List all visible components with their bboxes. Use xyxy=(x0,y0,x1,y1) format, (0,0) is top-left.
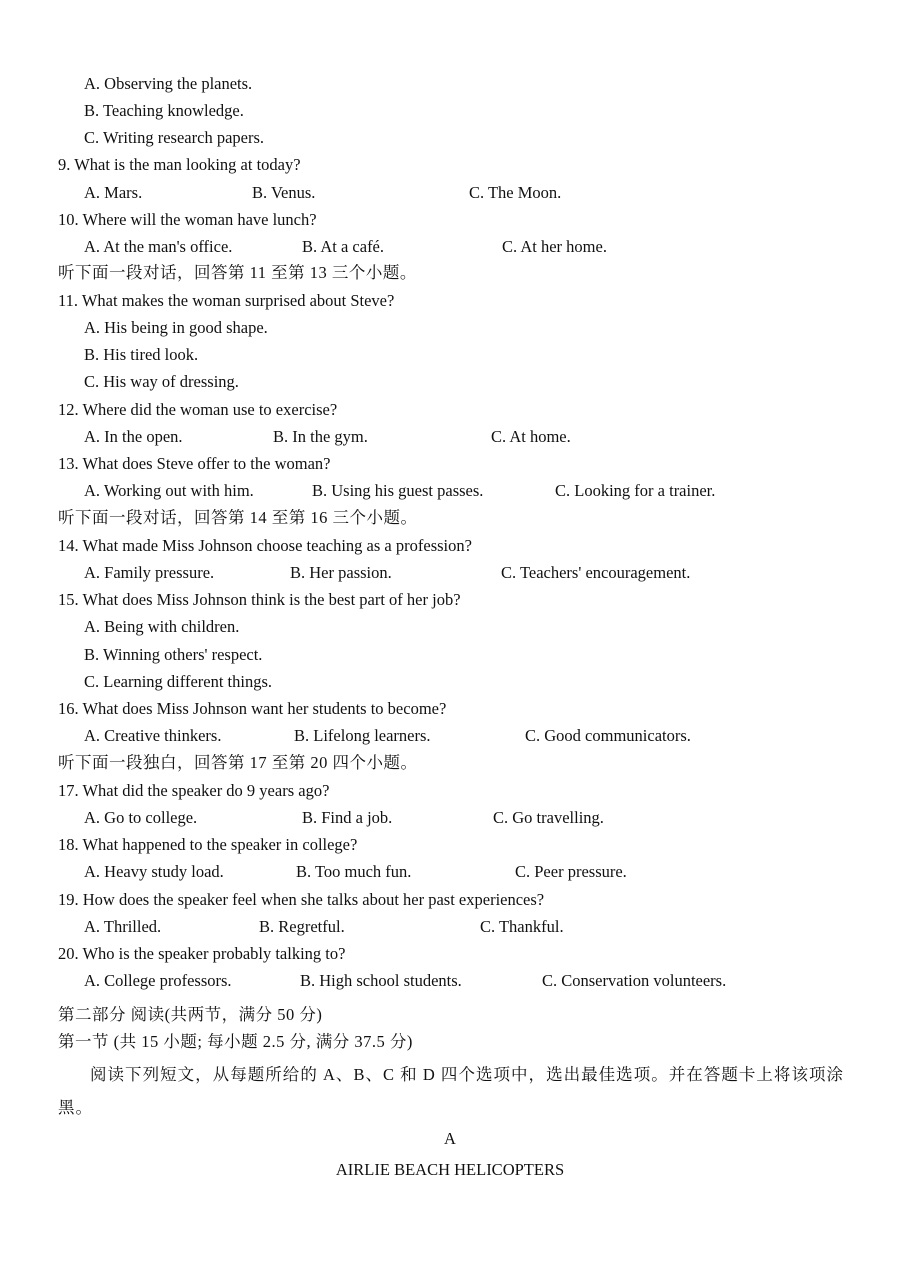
q13-option-a: A. Working out with him. xyxy=(84,481,254,500)
instruction-11-13: 听下面一段对话，回答第 11 至第 13 三个小题。 xyxy=(58,263,417,282)
q13-option-c: C. Looking for a trainer. xyxy=(555,481,716,500)
q9-question: 9. What is the man looking at today? xyxy=(58,155,301,174)
q19-question: 19. How does the speaker feel when she talks about her past experiences? xyxy=(58,890,545,909)
passage-title: AIRLIE BEACH HELICOPTERS xyxy=(335,1160,565,1179)
q10-option-a: A. At the man's office. xyxy=(84,237,233,256)
q11-option-b: B. His tired look. xyxy=(84,345,199,364)
q19-option-c: C. Thankful. xyxy=(480,917,564,936)
q18-question: 18. What happened to the speaker in college? xyxy=(58,835,358,854)
q16-option-a: A. Creative thinkers. xyxy=(84,726,222,745)
q18-option-b: B. Too much fun. xyxy=(296,862,412,881)
q13-option-b: B. Using his guest passes. xyxy=(312,481,484,500)
section1-title: 第一节 (共 15 小题; 每小题 2.5 分, 满分 37.5 分) xyxy=(58,1032,413,1051)
q19-option-a: A. Thrilled. xyxy=(84,917,162,936)
q18-option-a: A. Heavy study load. xyxy=(84,862,224,881)
q20-question: 20. Who is the speaker probably talking to? xyxy=(58,944,346,963)
q18-option-c: C. Peer pressure. xyxy=(515,862,627,881)
q10-question: 10. Where will the woman have lunch? xyxy=(58,210,317,229)
q20-option-a: A. College professors. xyxy=(84,971,232,990)
q19-option-b: B. Regretful. xyxy=(259,917,345,936)
q10-option-b: B. At a café. xyxy=(302,237,385,256)
q11-option-c: C. His way of dressing. xyxy=(84,372,239,391)
q15-option-a: A. Being with children. xyxy=(84,617,240,636)
q13-question: 13. What does Steve offer to the woman? xyxy=(58,454,331,473)
q16-question: 16. What does Miss Johnson want her students to become? xyxy=(58,699,447,718)
q20-option-b: B. High school students. xyxy=(300,971,462,990)
q14-option-b: B. Her passion. xyxy=(290,563,392,582)
q9-option-b: B. Venus. xyxy=(252,183,316,202)
q17-option-c: C. Go travelling. xyxy=(493,808,604,827)
q17-question: 17. What did the speaker do 9 years ago? xyxy=(58,781,330,800)
q15-question: 15. What does Miss Johnson think is the best part of her job? xyxy=(58,590,461,609)
q8-option-c: C. Writing research papers. xyxy=(84,128,265,147)
instruction-14-16: 听下面一段对话，回答第 14 至第 16 三个小题。 xyxy=(58,508,418,527)
q9-option-c: C. The Moon. xyxy=(469,183,562,202)
q8-option-b: B. Teaching knowledge. xyxy=(84,101,244,120)
q15-option-c: C. Learning different things. xyxy=(84,672,273,691)
q14-option-c: C. Teachers' encouragement. xyxy=(501,563,691,582)
passage-letter: A xyxy=(444,1129,456,1148)
q20-option-c: C. Conservation volunteers. xyxy=(542,971,727,990)
q16-option-b: B. Lifelong learners. xyxy=(294,726,431,745)
q15-option-b: B. Winning others' respect. xyxy=(84,645,263,664)
reading-instruction: 阅读下列短文，从每题所给的 A、B、C 和 D 四个选项中，选出最佳选项。并在答题卡上将该项涂黑。 xyxy=(58,1065,844,1117)
q17-option-b: B. Find a job. xyxy=(302,808,393,827)
q14-option-a: A. Family pressure. xyxy=(84,563,215,582)
q14-question: 14. What made Miss Johnson choose teaching as a profession? xyxy=(58,536,472,555)
q11-question: 11. What makes the woman surprised about Steve? xyxy=(58,291,395,310)
q9-option-a: A. Mars. xyxy=(84,183,143,202)
q16-option-c: C. Good communicators. xyxy=(525,726,691,745)
q12-option-c: C. At home. xyxy=(491,427,571,446)
instruction-17-20: 听下面一段独白，回答第 17 至第 20 四个小题。 xyxy=(58,753,418,772)
q17-option-a: A. Go to college. xyxy=(84,808,198,827)
q8-option-a: A. Observing the planets. xyxy=(84,74,253,93)
q12-question: 12. Where did the woman use to exercise? xyxy=(58,400,338,419)
q12-option-b: B. In the gym. xyxy=(273,427,368,446)
q10-option-c: C. At her home. xyxy=(502,237,607,256)
q11-option-a: A. His being in good shape. xyxy=(84,318,268,337)
q12-option-a: A. In the open. xyxy=(84,427,183,446)
part2-title: 第二部分 阅读(共两节，满分 50 分) xyxy=(58,1005,323,1024)
